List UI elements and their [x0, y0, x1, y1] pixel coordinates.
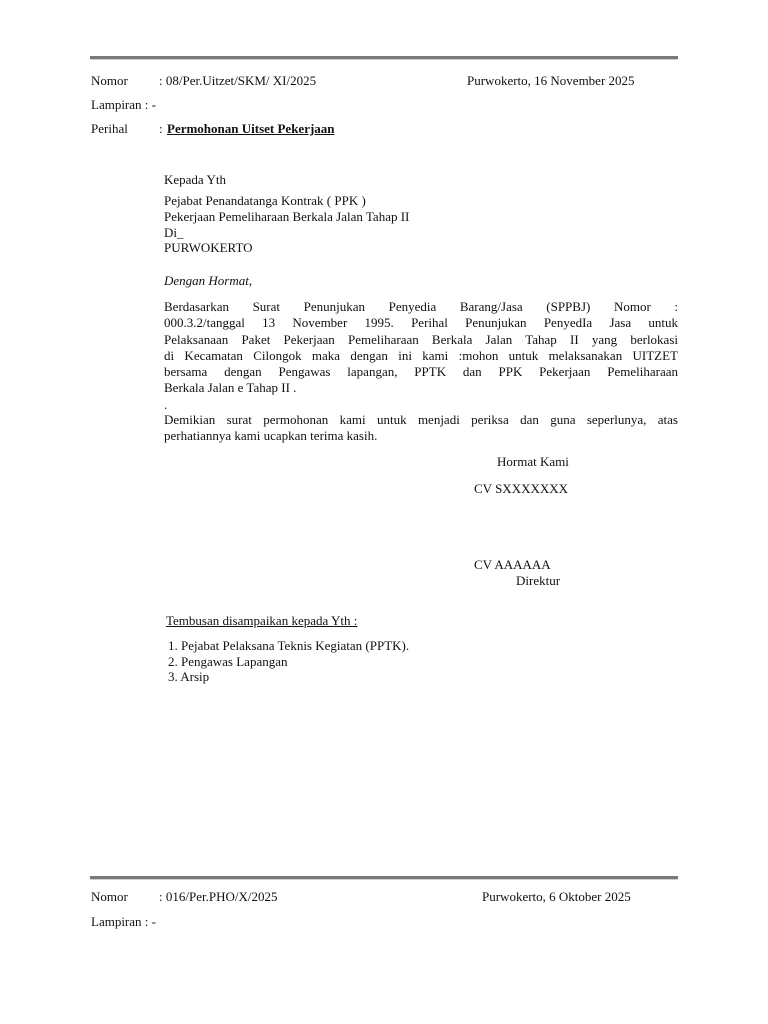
recipient-line-3: Di_ [164, 225, 184, 240]
signature-name: CV AAAAAA [474, 557, 551, 572]
body-line: di Kecamatan Cilongok maka dengan ini kami :mohon untuk melaksanakan UITZET [164, 347, 678, 363]
closing-paragraph [164, 412, 678, 445]
body-line: Pelaksanaan Paket Pekerjaan Pemeliharaan Berkala Jalan Tahap II yang berlokasi [164, 331, 678, 347]
nomor-label-2: Nomor [91, 889, 128, 904]
closing-line: perhatiannya kami ucapkan terima kasih. [164, 428, 378, 444]
salutation: Dengan Hormat, [164, 273, 253, 288]
signature-company: CV SXXXXXXX [474, 481, 569, 496]
lampiran-2: Lampiran : - [91, 914, 156, 929]
body-line: Berdasarkan Surat Penunjukan Penyedia Barang/Jasa (SPPBJ) Nomor : [164, 299, 678, 314]
nomor-label: Nomor [91, 73, 128, 88]
body-line: Berkala Jalan e Tahap II . [164, 380, 297, 396]
recipient-line-1: Pejabat Penandatanga Kontrak ( PPK ) [164, 193, 366, 208]
recipient-line-2: Pekerjaan Pemeliharaan Berkala Jalan Tahap II [164, 209, 410, 224]
perihal-label: Perihal [91, 121, 128, 136]
header-rule-bottom [90, 876, 678, 880]
nomor-value-2: : 016/Per.PHO/X/2025 [159, 889, 278, 904]
lampiran: Lampiran : - [91, 97, 156, 112]
signature-title: Direktur [516, 573, 561, 588]
place-date: Purwokerto, 16 November 2025 [467, 73, 635, 88]
closing-line: Demikian surat permohonan kami untuk menjadi periksa dan guna seperlunya, atas [164, 412, 678, 427]
tembusan-heading: Tembusan disampaikan kepada Yth : [166, 613, 358, 628]
signature-hormat: Hormat Kami [497, 454, 569, 469]
perihal-value: Permohonan Uitset Pekerjaan [167, 121, 335, 136]
body-line: bersama dengan Pengawas lapangan, PPTK dan PPK Pekerjaan Pemeliharaan [164, 364, 678, 380]
list-item: 2. Pengawas Lapangan [168, 654, 288, 669]
header-rule-top [90, 56, 678, 60]
place-date-2: Purwokerto, 6 Oktober 2025 [482, 889, 631, 904]
recipient-greeting: Kepada Yth [164, 172, 226, 187]
nomor-value: : 08/Per.Uitzet/SKM/ XI/2025 [159, 73, 317, 88]
body-paragraph [164, 299, 678, 413]
perihal-colon: : [159, 121, 163, 136]
list-item: 1. Pejabat Pelaksana Teknis Kegiatan (PPTK). [168, 638, 410, 653]
list-item: 3. Arsip [168, 669, 210, 684]
recipient-line-4: PURWOKERTO [164, 240, 253, 255]
body-line: . [164, 396, 168, 412]
body-line: 000.3.2/tanggal 13 November 1995. Perihal Penunjukan PenyedIa Jasa untuk [164, 315, 678, 331]
